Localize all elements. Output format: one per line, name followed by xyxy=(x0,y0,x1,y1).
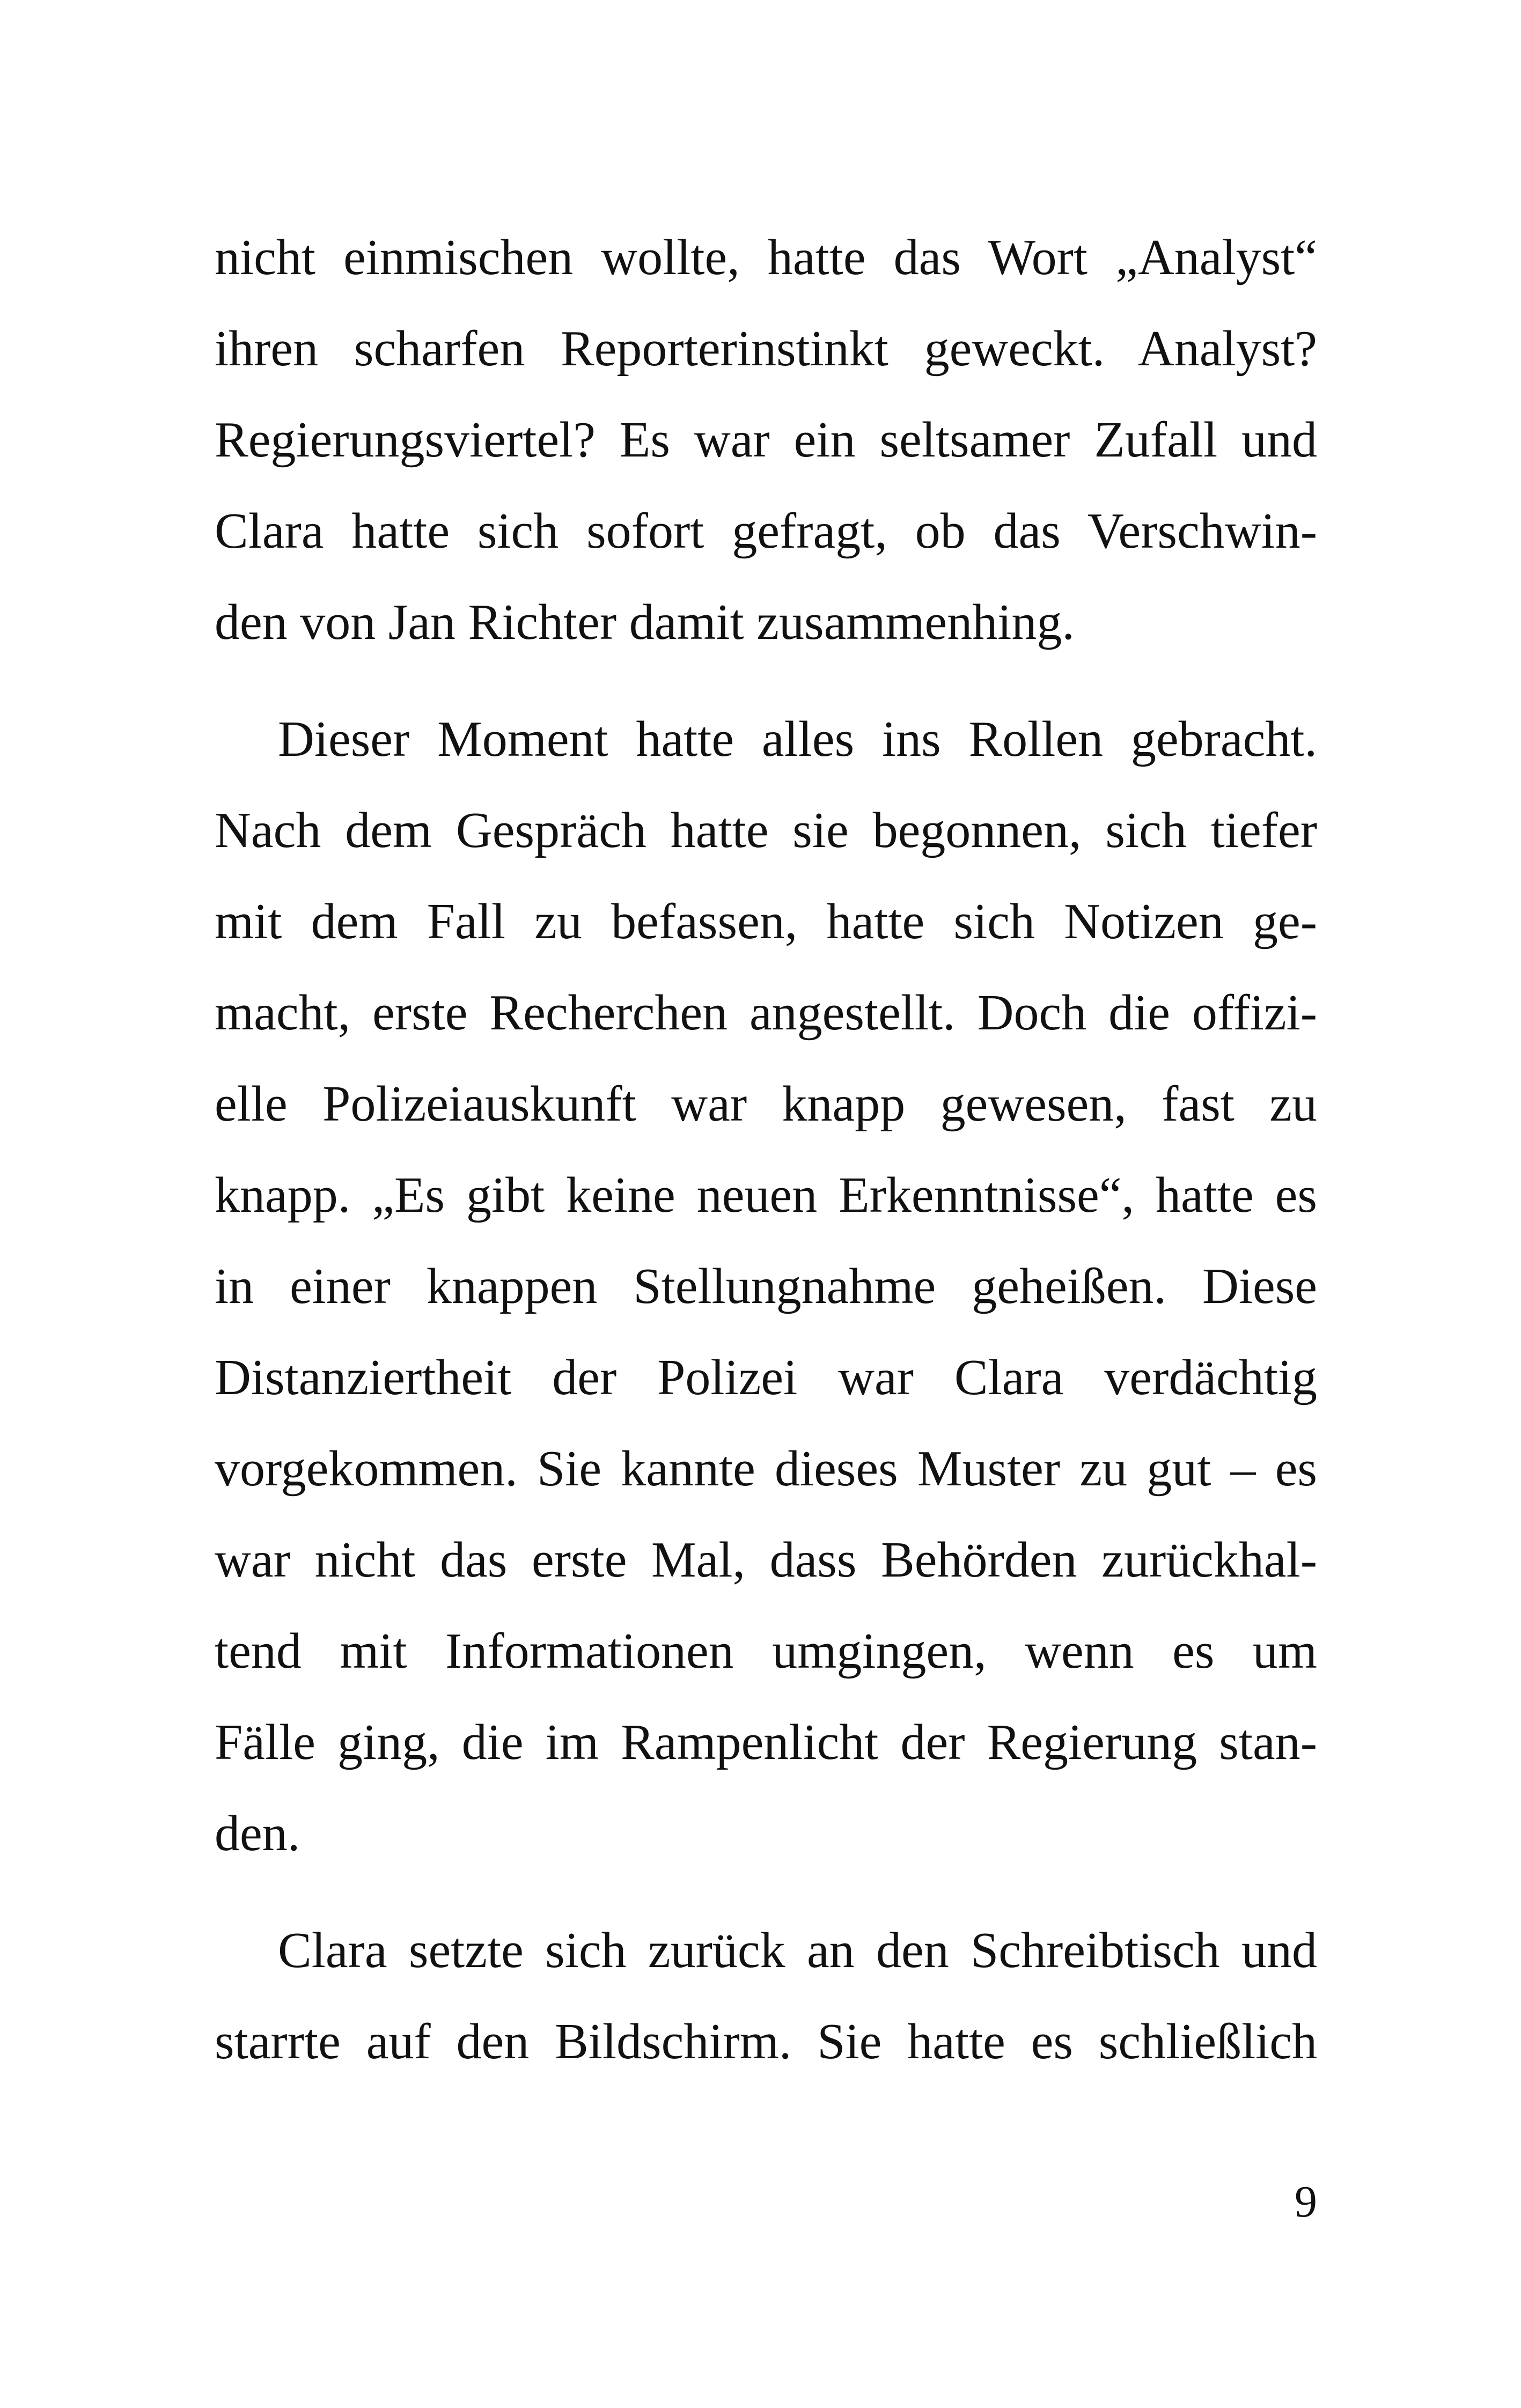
text-line: den von Jan Richter damit zusammenhing. xyxy=(215,594,1075,650)
text-line: in einer knappen Stellungnahme geheißen. Diese xyxy=(215,1258,1317,1314)
text-line: Fälle ging, die im Rampenlicht der Regierung stan- xyxy=(215,1714,1317,1770)
text-line: ihren scharfen Reporterinstinkt geweckt. Analyst? xyxy=(215,321,1317,377)
page-number: 9 xyxy=(1295,2177,1317,2227)
text-line: Regierungsviertel? Es war ein seltsamer Zufall und xyxy=(215,412,1317,468)
paragraph-1 xyxy=(215,212,1317,668)
text-line: Clara hatte sich sofort gefragt, ob das Verschwin- xyxy=(215,503,1317,559)
text-line: Nach dem Gespräch hatte sie begonnen, sich tiefer xyxy=(215,802,1317,858)
text-line: starrte auf den Bildschirm. Sie hatte es schließlich xyxy=(215,2014,1317,2070)
text-line: war nicht das erste Mal, dass Behörden zurückhal- xyxy=(215,1532,1317,1588)
text-line: vorgekommen. Sie kannte dieses Muster zu gut – es xyxy=(215,1441,1317,1497)
text-line: Clara setzte sich zurück an den Schreibtisch und xyxy=(278,1923,1317,1978)
body-text xyxy=(215,212,1317,2087)
paragraph-gap xyxy=(215,668,1317,694)
text-line: mit dem Fall zu befassen, hatte sich Notizen ge- xyxy=(215,894,1317,949)
paragraph-3 xyxy=(215,1905,1317,2087)
text-line: macht, erste Recherchen angestellt. Doch die offizi- xyxy=(215,985,1317,1041)
paragraph-gap xyxy=(215,1879,1317,1905)
text-line: Dieser Moment hatte alles ins Rollen gebracht. xyxy=(278,711,1317,767)
paragraph-2 xyxy=(215,694,1317,1879)
text-line: den. xyxy=(215,1806,300,1861)
text-line: Distanziertheit der Polizei war Clara verdächtig xyxy=(215,1350,1317,1405)
text-line: tend mit Informationen umgingen, wenn es um xyxy=(215,1623,1317,1679)
text-line: knapp. „Es gibt keine neuen Erkenntnisse“, hatte es xyxy=(215,1167,1317,1223)
text-line: elle Polizeiauskunft war knapp gewesen, fast zu xyxy=(215,1076,1317,1132)
text-line: nicht einmischen wollte, hatte das Wort „Analyst“ xyxy=(215,230,1317,285)
